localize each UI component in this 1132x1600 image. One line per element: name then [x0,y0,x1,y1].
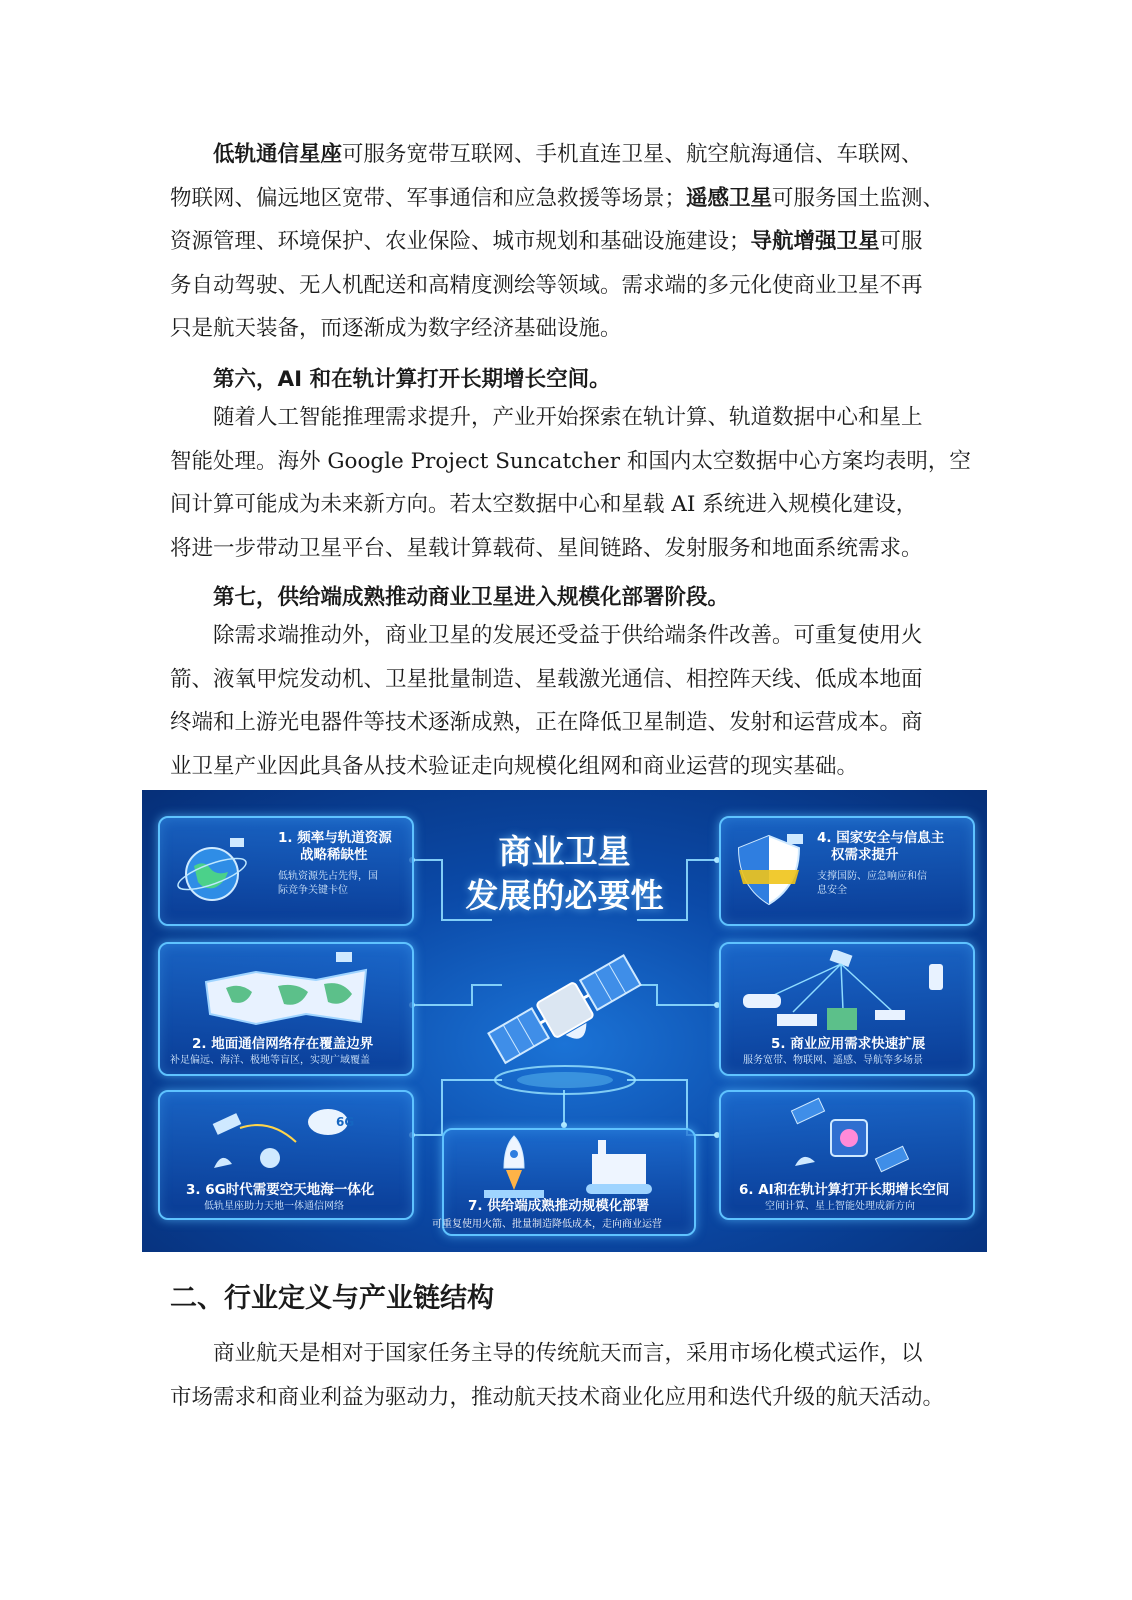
heading-seventh-point: 第七，供给端成熟推动商业卫星进入规模化部署阶段。 [213,585,730,610]
text-run: 可服务国土监测、 [772,185,945,211]
infographic-title-line2: 发展的必要性 [465,876,664,915]
shield-icon [729,830,809,910]
infographic-title [442,830,687,918]
text-line: 智能处理。海外 Google Project Suncatcher 和国内太空数据中心方案均表明，空 [170,448,971,474]
card-subtitle [278,870,378,898]
world-map-icon [196,952,376,1032]
card-subtitle [817,870,927,898]
text-line [170,220,948,264]
card-commercial-applications [719,942,975,1076]
paragraph-supply-side [170,614,948,788]
text-line: 间计算可能成为未来新方向。若太空数据中心和星载 AI 系统进入规模化建设， [170,492,918,517]
card-subtitle-line: 低轨资源先占先得，国 [278,871,378,882]
card-subtitle: 补足偏远、海洋、极地等盲区，实现广域覆盖 [170,1055,370,1066]
text-line: 市场需求和商业利益为驱动力，推动航天技术商业化应用和迭代升级的航天活动。 [170,1384,945,1410]
card-subtitle: 空间计算、星上智能处理成新方向 [765,1201,915,1212]
paragraph-demand-applications [170,133,948,351]
heading-sixth-point: 第六，AI 和在轨计算打开长期增长空间。 [213,367,611,392]
bold-term: 低轨通信星座 [213,142,343,167]
text-run: 可服务宽带互联网、手机直连卫星、航空航海通信、车联网、 [342,142,923,167]
card-ground-network-coverage [158,942,414,1076]
card-title-line: 战略稀缺性 [300,847,368,863]
text-line: 将进一步带动卫星平台、星载计算载荷、星间链路、发射服务和地面系统需求。 [170,535,923,561]
card-subtitle-line: 息安全 [817,885,847,896]
card-title [817,830,944,864]
paragraph-ai-on-orbit [170,396,971,570]
text-line [170,133,948,177]
text-line [170,264,948,308]
satellite-icon [487,940,642,1100]
paragraph-commercial-space-definition [170,1332,948,1419]
card-title-line: 4. 国家安全与信息主 [817,830,945,846]
text-line: 箭、液氧甲烷发动机、卫星批量制造、星载激光通信、相控阵天线、低成本地面 [170,666,923,692]
6g-badge: 6G [336,1115,355,1129]
card-title-line: 1. 频率与轨道资源 [278,830,392,846]
card-subtitle: 服务宽带、物联网、遥感、导航等多场景 [743,1055,923,1066]
satellite-network-icon [200,1098,350,1178]
card-national-security [719,816,975,926]
card-subtitle: 可重复使用火箭、批量制造降低成本，走向商业运营 [432,1219,662,1230]
text-run: 物联网、偏远地区宽带、军事通信和应急救援等场景； [170,185,687,211]
section-title: 二、行业定义与产业链结构 [170,1283,494,1314]
globe-icon [172,832,252,912]
card-title: 5. 商业应用需求快速扩展 [771,1036,926,1052]
text-line [170,307,948,351]
card-title: 7. 供给端成熟推动规模化部署 [468,1198,650,1214]
text-line: 终端和上游光电器件等技术逐渐成熟，正在降低卫星制造、发射和运营成本。商 [170,710,923,735]
bold-term: 遥感卫星 [686,185,773,211]
text-line: 除需求端推动外，商业卫星的发展还受益于供给端条件改善。可重复使用火 [213,623,923,648]
rocket-factory-icon [468,1132,668,1200]
text-run: 可服 [879,229,923,254]
ai-chip-satellite-icon [785,1096,915,1176]
card-title: 6. AI和在轨计算打开长期增长空间 [739,1182,950,1198]
card-title [278,830,392,864]
applications-icon [733,950,963,1034]
text-line [170,177,948,221]
text-run: 只是航天装备，而逐渐成为数字经济基础设施。 [170,316,622,341]
card-title-line: 权需求提升 [831,847,899,863]
card-ai-on-orbit-computing [719,1090,975,1220]
infographic-title-line1: 商业卫星 [498,832,631,871]
card-frequency-orbit-resources [158,816,414,926]
text-line: 商业航天是相对于国家任务主导的传统航天而言，采用市场化模式运作，以 [213,1341,923,1366]
card-6g-integration [158,1090,414,1220]
card-title: 3. 6G时代需要空天地海一体化 [186,1182,375,1198]
card-supply-side-maturity [432,1128,696,1236]
card-subtitle: 低轨星座助力天地一体通信网络 [204,1201,344,1212]
text-line: 业卫星产业因此具备从技术验证走向规模化组网和商业运营的现实基础。 [170,753,859,779]
card-subtitle-line: 支撑国防、应急响应和信 [817,871,927,882]
text-run: 资源管理、环境保护、农业保险、城市规划和基础设施建设； [170,229,751,254]
text-line: 随着人工智能推理需求提升，产业开始探索在轨计算、轨道数据中心和星上 [213,405,923,430]
bold-term: 导航增强卫星 [750,229,880,254]
card-subtitle-line: 际竞争关键卡位 [278,885,348,896]
text-run: 务自动驾驶、无人机配送和高精度测绘等领域。需求端的多元化使商业卫星不再 [170,272,923,298]
infographic-commercial-satellite-necessity [142,790,987,1252]
card-title: 2. 地面通信网络存在覆盖边界 [192,1036,374,1052]
